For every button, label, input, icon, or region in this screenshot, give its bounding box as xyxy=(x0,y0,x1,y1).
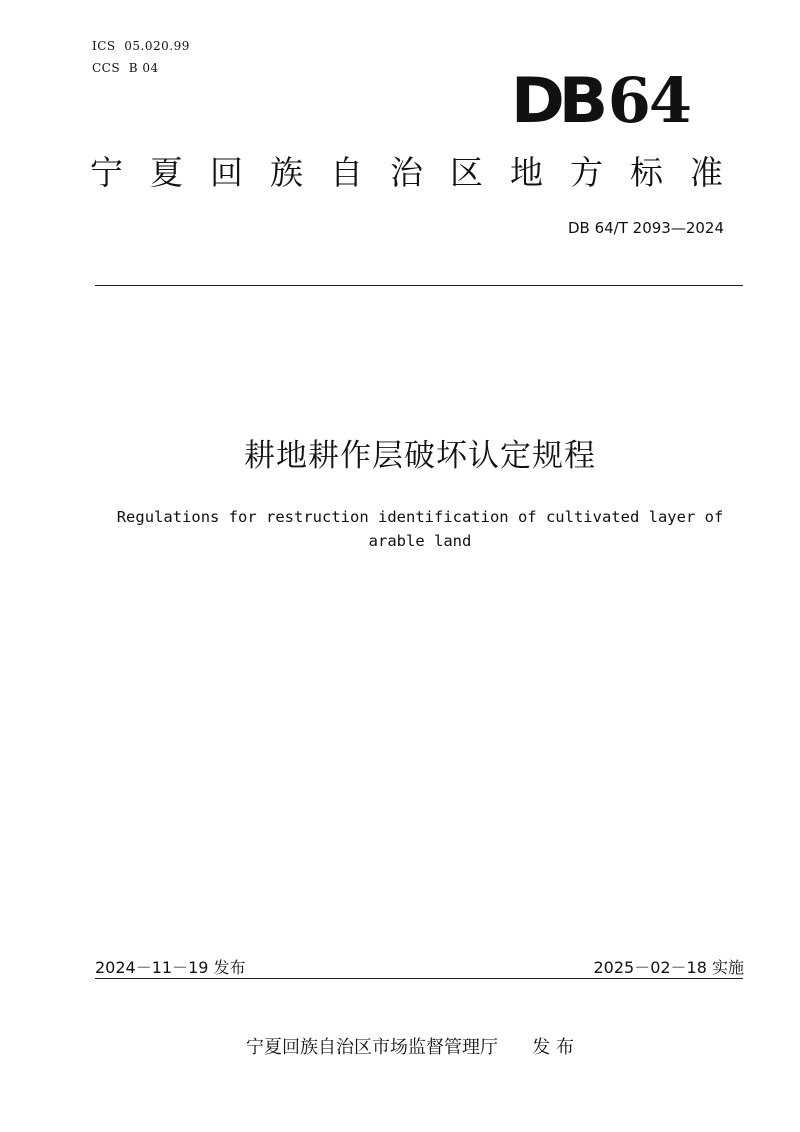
db-logo-letters: DB xyxy=(510,64,602,137)
standard-type-heading: 宁夏回族自治区地方标准 xyxy=(90,153,750,192)
ccs-code: CCS B 04 xyxy=(92,61,159,75)
issue-date: 2024－11－19 发布 xyxy=(95,958,246,977)
implementation-date: 2025－02－18 实施 xyxy=(593,958,744,977)
issuing-authority: 宁夏回族自治区市场监督管理厅 发 布 xyxy=(245,1037,575,1058)
db-logo-number: 64 xyxy=(607,64,690,137)
document-title-english: Regulations for restruction identification of cultivated layer of arable land xyxy=(116,508,724,550)
db-logo xyxy=(510,64,690,137)
standard-number: DB 64/T 2093—2024 xyxy=(567,219,724,237)
top-divider xyxy=(95,285,743,286)
ics-code: ICS 05.020.99 xyxy=(92,39,190,53)
document-title-chinese: 耕地耕作层破坏认定规程 xyxy=(244,438,596,474)
bottom-divider xyxy=(95,978,743,979)
